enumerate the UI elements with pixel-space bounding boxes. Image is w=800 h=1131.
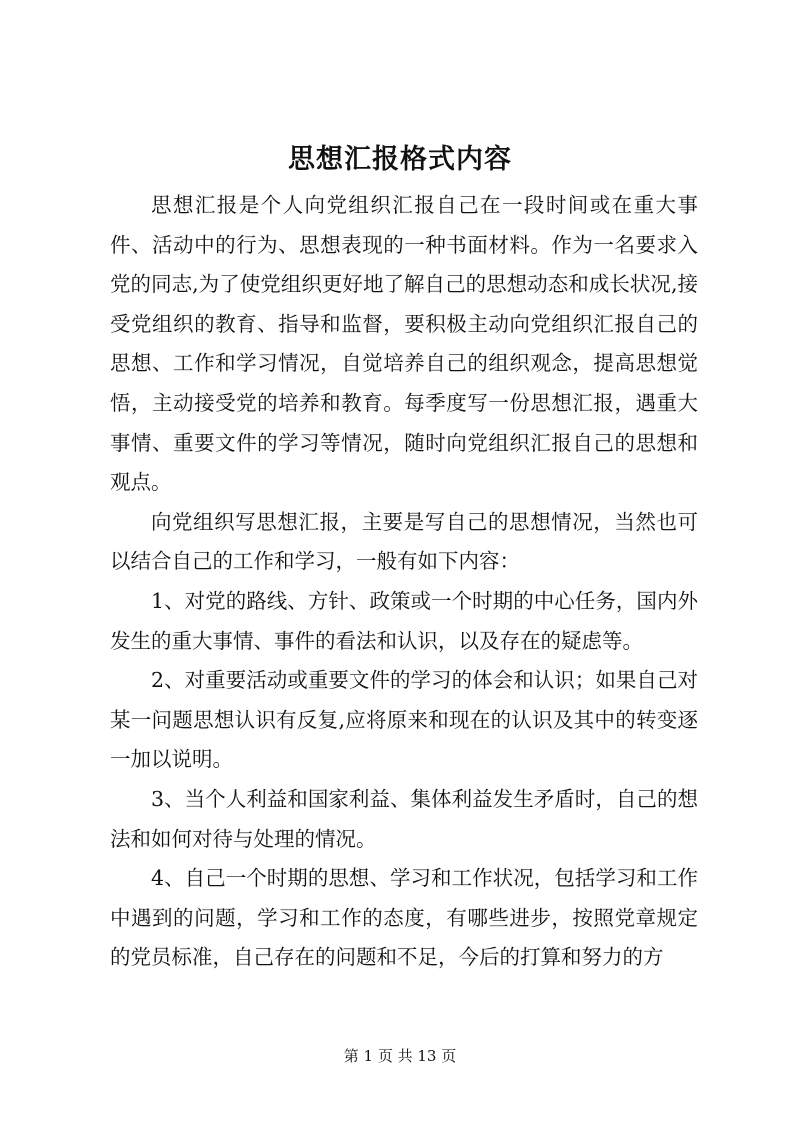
paragraph-intro: 思想汇报是个人向党组织汇报自己在一段时间或在重大事件、活动中的行为、思想表现的一种书面材料。作为一名要求入党的同志,为了使党组织更好地了解自己的思想动态和成长状况,接受党组织的教育、指导和监督，要积极主动向党组织汇报自己的思想、工作和学习情况，自觉培养自己的组织观念，提高思想觉悟，主动接受党的培养和教育。每季度写一份思想汇报，遇重大事情、重要文件的学习等情况，随时向党组织汇报自己的思想和观点。 bbox=[110, 193, 698, 495]
list-item-4: 4、自己一个时期的思想、学习和工作状况，包括学习和工作中遇到的问题，学习和工作的态度，有哪些进步，按照党章规定的党员标准，自己存在的问题和不足，今后的打算和努力的方 bbox=[110, 866, 698, 970]
document-title: 思想汇报格式内容 bbox=[288, 144, 512, 175]
list-item-3: 3、当个人利益和国家利益、集体利益发生矛盾时，自己的想法和如何对待与处理的情况。 bbox=[110, 786, 698, 851]
document-body bbox=[110, 186, 698, 978]
list-item-1: 1、对党的路线、方针、政策或一个时期的中心任务，国内外发生的重大事情、事件的看法和认识，以及存在的疑虑等。 bbox=[110, 588, 698, 653]
paragraph-content-overview: 向党组织写思想汇报，主要是写自己的思想情况，当然也可以结合自己的工作和学习，一般有如下内容： bbox=[110, 509, 698, 574]
page-footer: 第 1 页 共 13 页 bbox=[343, 1047, 457, 1065]
list-item-2: 2、对重要活动或重要文件的学习的体会和认识；如果自己对某一问题思想认识有反复,应将原来和现在的认识及其中的转变逐一加以说明。 bbox=[110, 668, 698, 772]
